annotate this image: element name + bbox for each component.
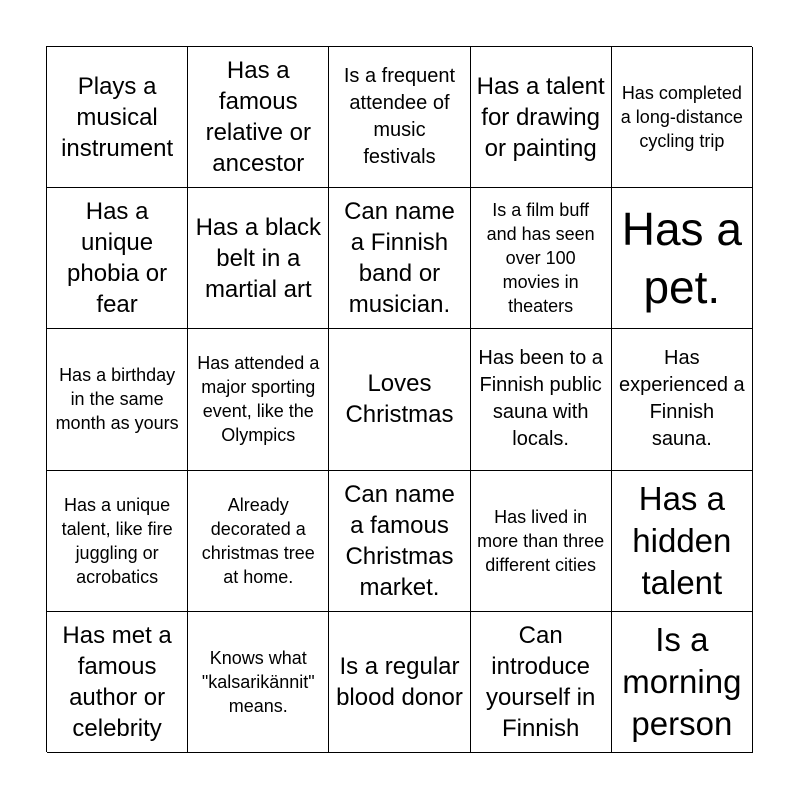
bingo-cell[interactable] (47, 612, 188, 753)
cell-text: Has a black belt in a martial art (195, 213, 321, 303)
cell-text: Has a famous relative or ancestor (205, 57, 311, 178)
cell-text: Has completed a long-distance cycling trip (620, 83, 743, 152)
cell-text: Has a unique talent, like fire juggling or acrobatics (61, 494, 173, 587)
bingo-cell[interactable] (188, 47, 329, 188)
bingo-cell[interactable] (329, 329, 470, 470)
bingo-cell[interactable] (329, 188, 470, 329)
cell-text: Has lived in more than three different cities (477, 506, 605, 575)
bingo-cell[interactable] (188, 188, 329, 329)
cell-text: Is a frequent attendee of music festivals (343, 65, 456, 169)
cell-text: Has a unique phobia or fear (67, 198, 168, 319)
bingo-cell[interactable] (612, 612, 753, 753)
bingo-cell[interactable] (47, 329, 188, 470)
cell-text: Has experienced a Finnish sauna. (619, 347, 745, 451)
bingo-cell[interactable] (471, 329, 612, 470)
cell-text: Has a pet. (621, 203, 742, 314)
bingo-cell[interactable] (188, 471, 329, 612)
bingo-cell[interactable] (612, 471, 753, 612)
bingo-cell[interactable] (471, 471, 612, 612)
cell-text: Has a hidden talent (632, 479, 732, 601)
bingo-cell[interactable] (329, 47, 470, 188)
bingo-cell[interactable] (47, 188, 188, 329)
cell-text: Already decorated a christmas tree at home. (201, 494, 315, 587)
bingo-cell[interactable] (188, 612, 329, 753)
cell-text: Has attended a major sporting event, like the Olympics (197, 353, 320, 446)
bingo-cell[interactable] (471, 47, 612, 188)
bingo-cell[interactable] (471, 188, 612, 329)
bingo-board (46, 46, 752, 752)
bingo-cell[interactable] (47, 471, 188, 612)
cell-text: Can name a famous Christmas market. (344, 480, 455, 601)
cell-text: Is a morning person (622, 620, 742, 742)
bingo-cell[interactable] (612, 329, 753, 470)
cell-text: Is a film buff and has seen over 100 movies in theaters (486, 200, 595, 317)
bingo-cell[interactable] (188, 329, 329, 470)
bingo-cell[interactable] (471, 612, 612, 753)
cell-text: Has a talent for drawing or painting (476, 72, 605, 162)
cell-text: Has been to a Finnish public sauna with locals. (478, 347, 603, 451)
bingo-cell[interactable] (329, 471, 470, 612)
cell-text: Knows what "kalsarikännit" means. (201, 647, 315, 716)
bingo-cell[interactable] (47, 47, 188, 188)
cell-text: Plays a musical instrument (61, 72, 174, 162)
cell-text: Can introduce yourself in Finnish (485, 621, 596, 742)
cell-text: Is a regular blood donor (336, 652, 463, 711)
bingo-cell[interactable] (612, 47, 753, 188)
cell-text: Has met a famous author or celebrity (62, 621, 172, 742)
cell-text: Can name a Finnish band or musician. (344, 198, 455, 319)
bingo-cell[interactable] (329, 612, 470, 753)
cell-text: Has a birthday in the same month as yours (55, 365, 179, 434)
cell-text: Loves Christmas (345, 370, 454, 429)
bingo-cell[interactable] (612, 188, 753, 329)
